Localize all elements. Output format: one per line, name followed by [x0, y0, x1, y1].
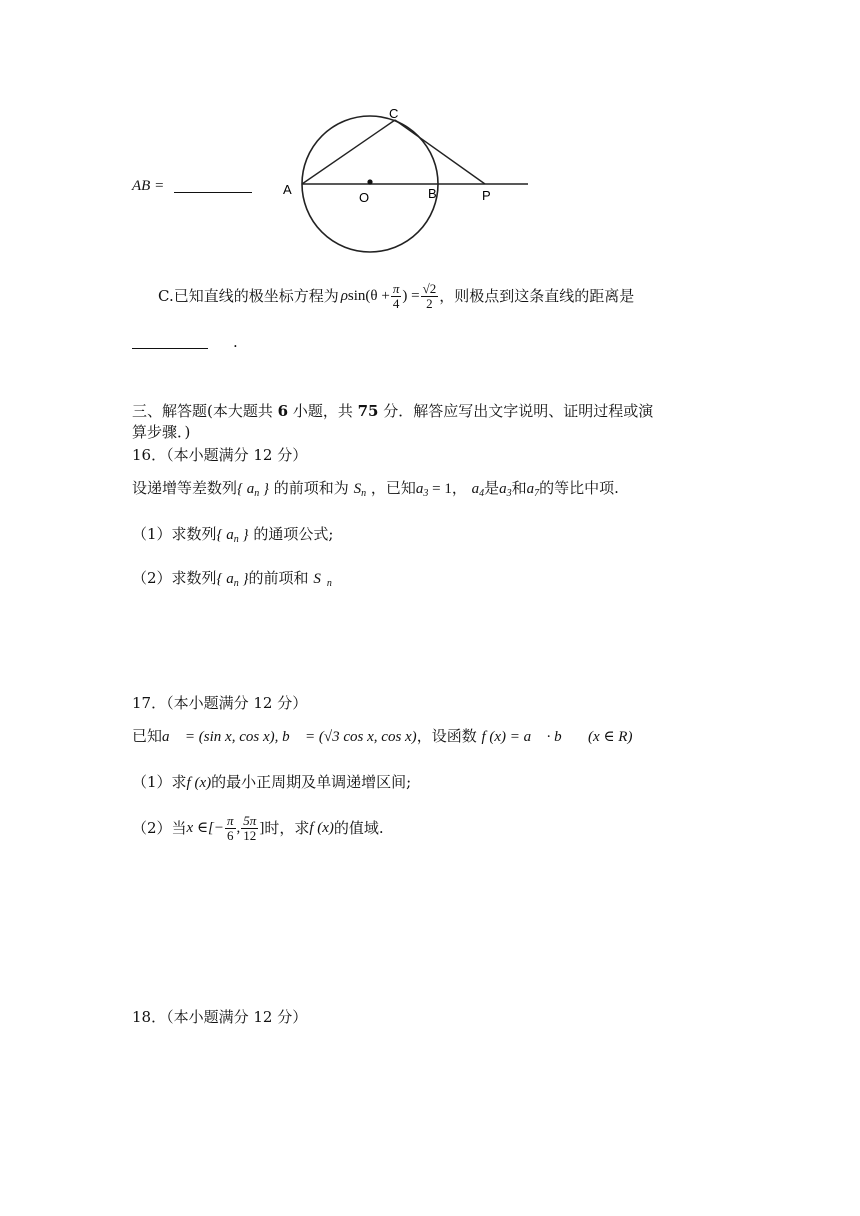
label-p: P — [482, 188, 491, 203]
tangent-cp — [395, 120, 485, 184]
q17-part1: （1）求f (x)的最小正周期及单调递增区间; — [132, 773, 412, 791]
distance-answer-blank[interactable] — [132, 332, 208, 349]
label-b: B — [428, 186, 437, 201]
q18-title: 18．（本小题满分 12 分） — [132, 1008, 308, 1026]
q17-title: 17．（本小题满分 12 分） — [132, 694, 308, 712]
chord-ac — [302, 120, 395, 184]
ab-label: AB = — [132, 178, 165, 194]
q15c-line: C.已知直线的极坐标方程为 ρ sin(θ + $\frac{\pi}{4}$ ) = $\frac{√2}{2}$ ，则极点到这条直线的距离是 — [158, 280, 635, 311]
q17-stem: 已知a⃗ = (sin x, cos x), b⃗ = (√3 cos x, cos x)，设函数 f (x) = a⃗ · b⃗ (x ∈ R) — [132, 727, 633, 745]
period: . — [233, 333, 238, 351]
center-dot — [367, 179, 372, 184]
section3-heading-line1: 三、解答题(本大题共 6 小题，共 75 分．解答应写出文字说明、证明过程或演 — [132, 402, 654, 420]
ab-answer-blank[interactable] — [174, 176, 252, 193]
q17-part2: （2）当 x ∈[− $\frac{\pi}{6}$ , $\frac{5\pi}{12}$ ] 时，求 f (x) 的值域. — [132, 812, 384, 843]
label-c: C — [389, 106, 399, 121]
q16-title: 16．（本小题满分 12 分） — [132, 446, 308, 464]
label-o: O — [359, 190, 370, 205]
circle-tangent-figure — [270, 100, 540, 260]
section3-heading-line2: 算步骤．) — [132, 423, 191, 441]
label-a: A — [283, 182, 292, 197]
q16-part2: （2）求数列{ $a_n$ }的前项和 S $_n$ — [132, 569, 332, 589]
q16-part1: （1）求数列{ $a_n$ } 的通项公式; — [132, 525, 334, 545]
q16-stem: 设递增等差数列{ $a_n$ } 的前项和为 $S_n$ ，已知$a_3 = 1$， $a_4$是$a_3$和$a_7$的等比中项. — [132, 479, 619, 499]
